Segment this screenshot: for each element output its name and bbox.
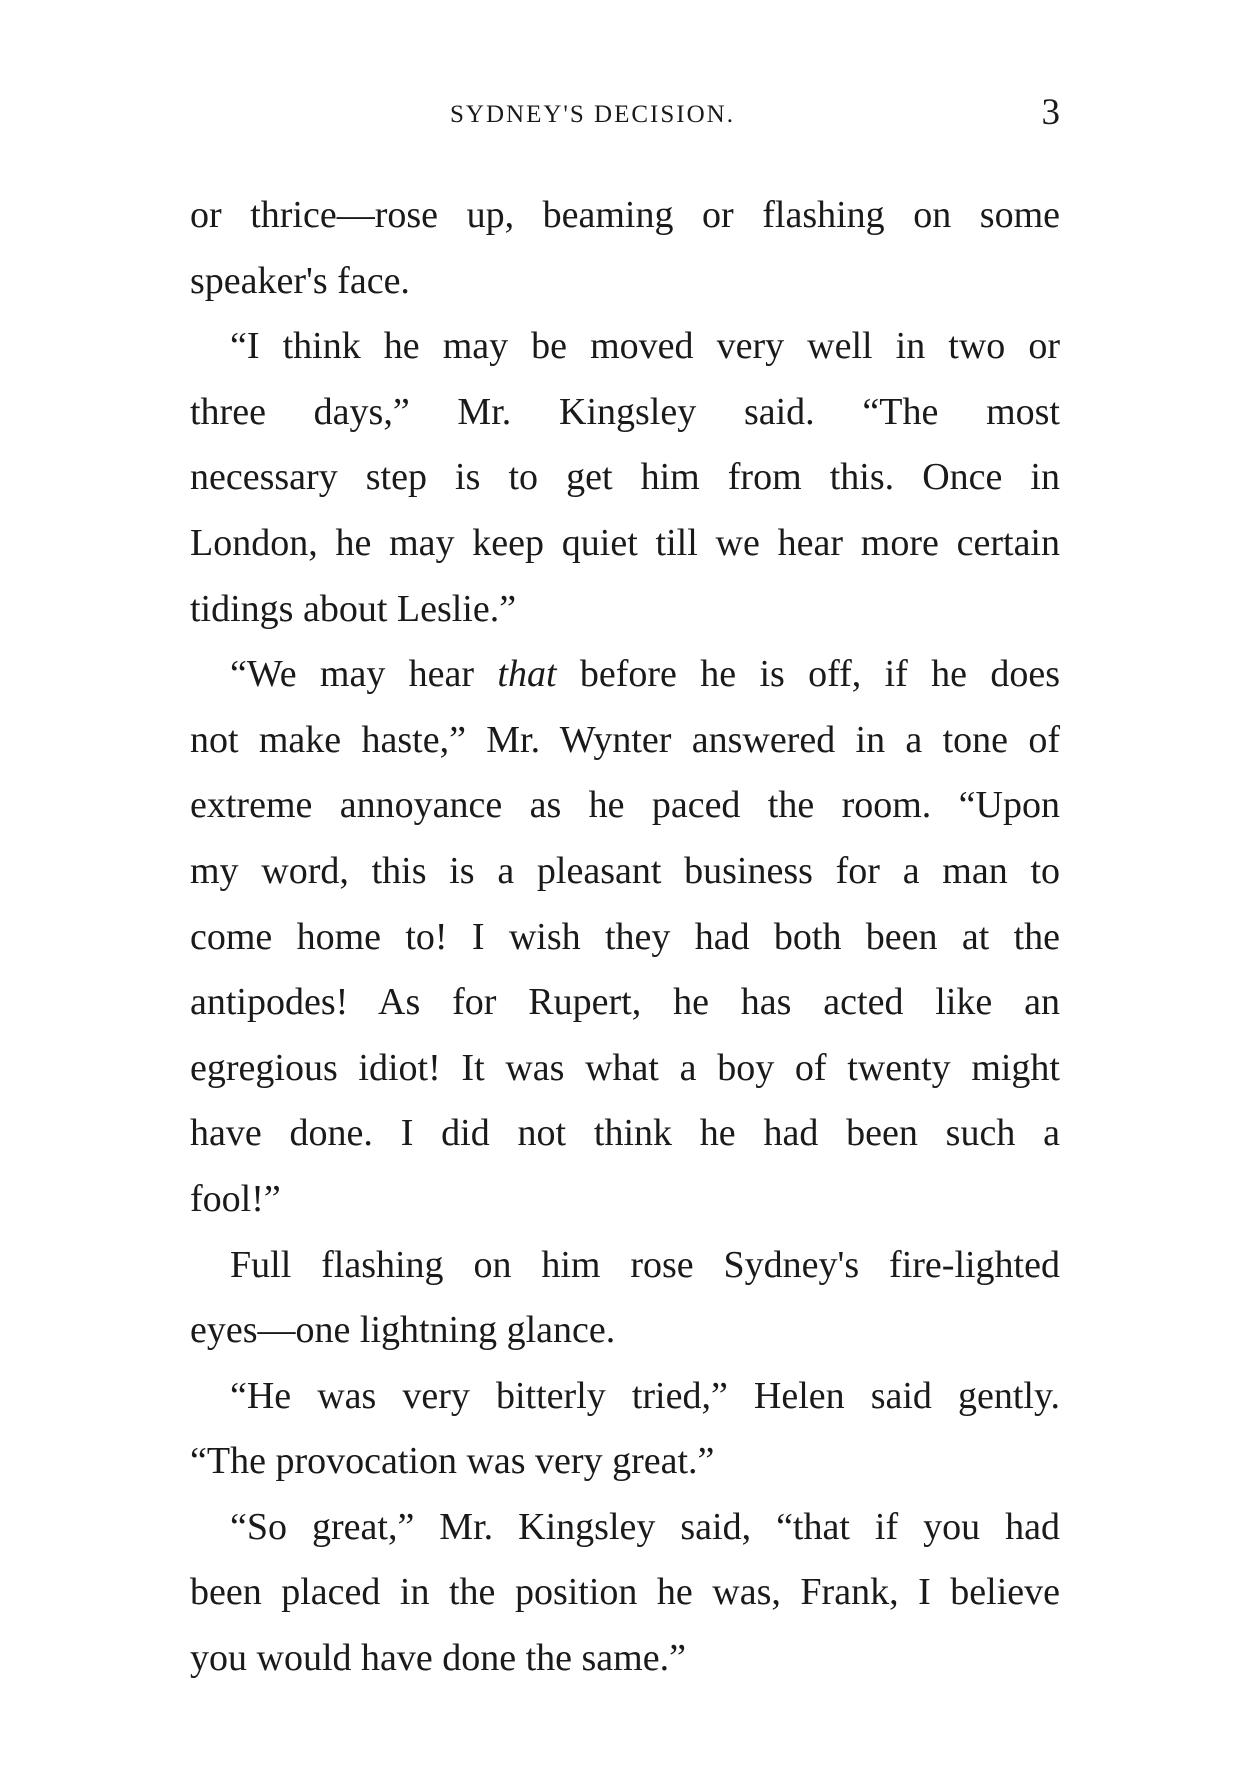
text-line: Full flashing on him rose Sydney's fire-lighted: [230, 1243, 1060, 1286]
text-line: fool!”: [190, 1177, 281, 1220]
text-fragment: “We may hear: [230, 653, 498, 696]
text-line: three days,” Mr. Kingsley said. “The most: [190, 390, 1060, 433]
page-header: [190, 92, 1060, 145]
body-text: [190, 183, 1060, 1692]
text-line: my word, this is a pleasant business for a man to: [190, 849, 1060, 892]
text-line: “I think he may be moved very well in two or: [230, 325, 1060, 368]
text-line: come home to! I wish they had both been at the: [190, 915, 1060, 958]
text-line: you would have done the same.”: [190, 1637, 686, 1680]
text-line: been placed in the position he was, Frank, I believe: [190, 1571, 1060, 1614]
text-line: “So great,” Mr. Kingsley said, “that if you had: [230, 1505, 1060, 1548]
text-line: extreme annoyance as he paced the room. “Upon: [190, 784, 1060, 827]
text-line: necessary step is to get him from this. Once in: [190, 456, 1060, 499]
text-line: “He was very bitterly tried,” Helen said gently.: [230, 1374, 1060, 1417]
text-line: “The provocation was very great.”: [190, 1440, 715, 1483]
italic-word: that: [497, 653, 557, 696]
text-line: [190, 642, 1060, 708]
text-fragment: before he is off, if he does: [556, 653, 1060, 696]
text-line: speaker's face.: [190, 259, 410, 302]
text-line: have done. I did not think he had been such a: [190, 1112, 1060, 1155]
text-line: antipodes! As for Rupert, he has acted like an: [190, 981, 1060, 1024]
text-line: not make haste,” Mr. Wynter answered in a tone of: [190, 718, 1060, 761]
page-number: 3: [1041, 92, 1060, 133]
text-line: London, he may keep quiet till we hear more certain: [190, 521, 1060, 564]
running-title: SYDNEY'S DECISION.: [450, 101, 735, 128]
text-line: egregious idiot! It was what a boy of twenty might: [190, 1046, 1060, 1089]
text-line: tidings about Leslie.”: [190, 587, 517, 630]
text-line: or thrice—rose up, beaming or flashing on some: [190, 194, 1060, 236]
text-line: eyes—one lightning glance.: [190, 1309, 616, 1352]
